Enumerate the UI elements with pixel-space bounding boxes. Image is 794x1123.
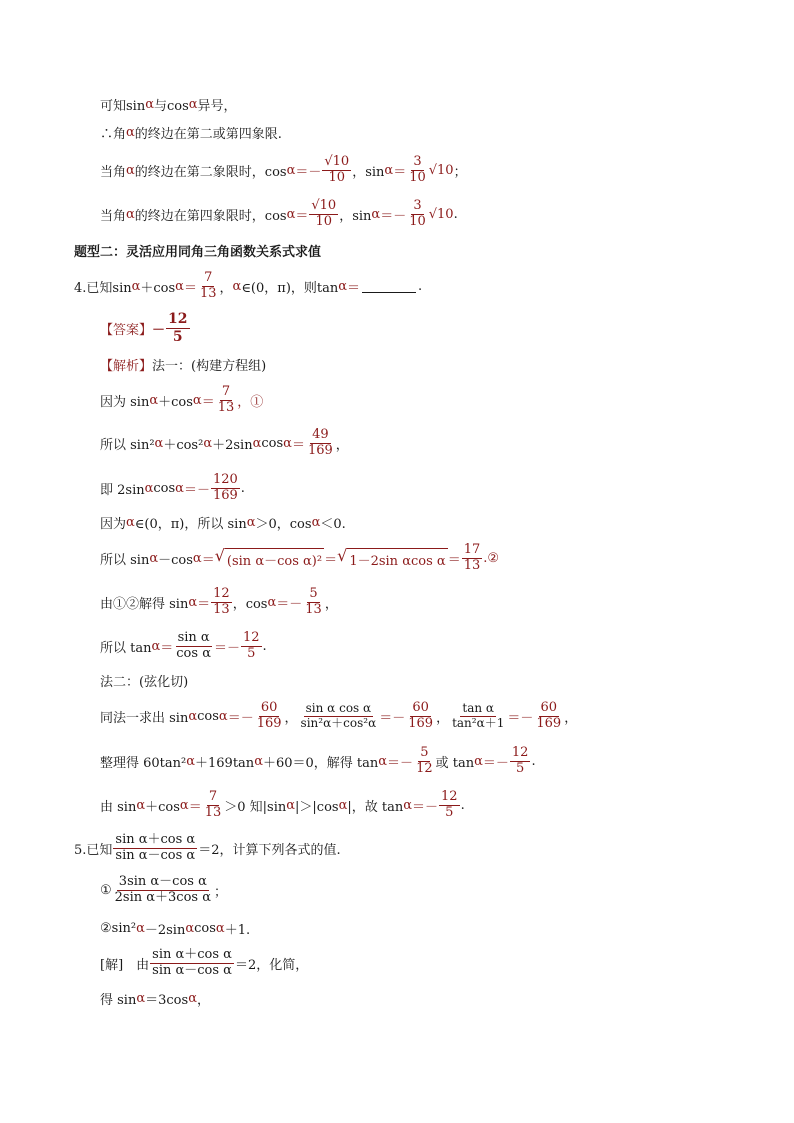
text: ＜0. [320,516,346,532]
solution-line [100,976,210,1020]
operator: ＝－ [227,710,254,726]
text: 整理得 60tan² [100,755,187,771]
text: －2sin [144,922,186,938]
text: ，cos [232,596,268,612]
alpha-symbol: α [403,797,413,813]
fraction [306,428,335,459]
fraction [406,701,435,732]
text: 法一：(构建方程组) [152,358,267,374]
text-line [100,148,467,192]
operator: ＝ [160,640,174,656]
operator: ＝ [291,437,305,453]
numerator: 3 [413,197,422,213]
numerator: 3 [413,153,422,169]
numerator: 120 [212,471,238,487]
fraction [299,702,379,731]
text: cos [261,435,284,451]
text: 1－2sin [349,553,403,569]
fraction [309,199,338,230]
text: 由 sin [100,799,137,815]
numerator: sin α cos α [305,700,372,715]
fraction [113,875,213,906]
alpha-symbol: α [384,162,394,178]
denominator: 5 [172,328,183,345]
numerator: 12 [511,744,529,760]
alpha-symbol: α [151,638,161,654]
numerator: √10 [311,197,337,213]
operator: ＝－ [295,164,322,180]
alpha-symbol: α [149,392,159,408]
alpha-symbol: α [145,96,154,112]
text: . [453,206,458,222]
denominator: 169 [212,487,238,503]
operator: ＝－ [387,755,414,771]
text: 所以 tan [100,640,152,656]
alpha-symbol: α [218,708,228,724]
text: ∴角 [100,126,127,142]
text: ＋1. [224,922,251,938]
alpha-symbol: α [402,553,411,569]
alpha-symbol: α [179,797,189,813]
text: ， [436,710,450,726]
denominator: 13 [305,601,322,617]
alpha-symbol: α [126,162,135,178]
denominator: 5 [516,760,525,776]
text: 即 2sin [100,482,145,498]
text: ＋169tan [195,755,255,771]
operator: ＝ [347,280,361,296]
fraction [241,631,262,662]
text: ＋cos [140,280,176,296]
fraction [439,790,460,821]
text: cos [197,708,219,724]
denominator: 5 [445,804,454,820]
operator: ＝ [295,208,309,224]
alpha-symbol: α [136,920,145,936]
text: ① [100,882,112,898]
alpha-symbol: α [154,435,164,451]
fraction [407,199,428,230]
alpha-symbol: α [136,990,146,1006]
alpha-symbol: α [338,278,348,294]
alpha-symbol: α [192,392,202,408]
alpha-symbol: α [303,553,312,569]
fraction [174,631,213,662]
alpha-symbol: α [215,920,225,936]
denominator: 13 [213,601,230,617]
denominator: 10 [409,169,426,185]
answer-label: 【答案】 [100,322,153,338]
fraction [150,948,234,979]
fraction [450,702,506,731]
section-heading: 题型二：灵活应用同角三角函数关系式求值 [74,244,322,260]
alpha-symbol: α [136,797,146,813]
text: ， [335,437,349,453]
operator: ＝－ [380,208,407,224]
numerator: √10 [324,153,350,169]
text: ＝3cos [145,992,189,1008]
denominator: 169 [307,442,333,458]
alpha-symbol: α [126,206,135,222]
text: 因为 [100,516,127,532]
alpha-symbol: α [286,162,296,178]
text: cos [194,920,216,936]
solution-step [100,580,338,624]
text: 得 sin [100,992,137,1008]
alpha-symbol: α [186,753,196,769]
numerator: 5 [420,744,429,760]
alpha-symbol: α [311,514,321,530]
text: ∈(0，π)，则tan [241,280,339,296]
alpha-symbol: α [203,435,213,451]
text: [解] 由 [100,957,150,973]
text: ＋60＝0，解得 tan [262,755,379,771]
denominator: 169 [536,715,562,731]
operator: ＝－ [379,710,406,726]
numerator: 60 [540,699,558,715]
method-two-label: 法二：(弦化切) [100,674,189,690]
denominator: sin α－cos α [152,962,232,978]
numerator: sin α [177,629,210,645]
alpha-symbol: α [338,797,348,813]
alpha-symbol: α [371,206,381,222]
alpha-symbol: α [286,206,296,222]
text: 可知sin [100,98,146,114]
solution-step [100,421,349,465]
fraction [198,271,219,302]
alpha-symbol: α [149,550,159,566]
numerator: 12 [168,311,188,328]
text: ， [564,710,578,726]
text: ，sin [339,208,372,224]
alpha-symbol: α [192,550,202,566]
denominator: cos α [176,645,211,661]
radicand [347,548,447,569]
operator: ＝ [197,596,211,612]
numerator: 12 [441,788,458,804]
operator: ＝－ [213,640,240,656]
fraction [407,155,428,186]
alpha-symbol: α [255,553,265,569]
operator: ＝－ [412,799,439,815]
fraction [322,155,351,186]
fraction [216,385,237,416]
alpha-symbol: α [246,514,256,530]
radical: √10 [428,162,454,178]
text: . [531,753,536,769]
text: ； [453,164,467,180]
text: .② [483,550,500,566]
alpha-symbol: α [283,435,292,451]
fraction [303,587,324,618]
alpha-symbol: α [188,96,198,112]
text: ＞0 知|sin [224,799,287,815]
text: 所以 sin [100,552,150,568]
text: ， [324,596,338,612]
text: ， [284,710,298,726]
operator: ＝ [201,552,215,568]
text: ＝2，化简， [234,957,309,973]
denominator: sin α－cos α [115,847,196,863]
fraction [534,701,563,732]
alpha-symbol: α [188,594,198,610]
text: 当角 [100,208,127,224]
denominator: 13 [204,804,222,820]
operator: ＝ [188,799,202,815]
operator: ＝－ [183,482,210,498]
solution-step [100,783,465,827]
text: ＋2sin [212,437,253,453]
numerator: 7 [221,383,231,399]
text: |，故 tan [347,799,404,815]
alpha-symbol: α [252,435,262,451]
radical-sign: √ [214,545,225,565]
text: ＋cos² [163,437,204,453]
numerator: 12 [213,585,230,601]
alpha-symbol: α [188,990,197,1006]
text: 所以 sin² [100,437,155,453]
text: (sin [226,553,256,569]
numerator: sin α＋cos α [115,831,196,847]
text: 因为 sin [100,394,150,410]
question-5 [74,826,341,870]
numerator: tan α [462,700,495,715]
sqrt-expression [337,545,448,569]
fraction [414,746,435,777]
numerator: 5 [309,585,318,601]
denominator: 10 [328,169,346,185]
text: . [262,638,267,654]
numerator: 60 [412,699,429,715]
operator: ＝－ [276,596,303,612]
text: ＋cos [158,394,193,410]
answer-blank [362,280,416,293]
alpha-symbol: α [131,278,141,294]
text: ， [196,992,210,1008]
numerator: 3sin α－cos α [118,873,207,889]
fraction [166,311,189,344]
solution-step [100,378,263,422]
alpha-symbol: α [378,753,388,769]
operator: ＝ [183,280,197,296]
radical: √10 [428,206,454,222]
text: ＋cos [145,799,180,815]
denominator: 13 [217,399,235,415]
text: . [240,480,245,496]
analysis-label: 【解析】 [100,358,153,374]
text: －cos [158,552,193,568]
denominator: sin²α＋cos²α [300,715,377,730]
alpha-symbol: α [474,753,483,769]
denominator: 10 [409,213,426,229]
operator: ＝－ [482,755,509,771]
denominator: 2sin α＋3cos α [114,889,212,905]
alpha-symbol: α [286,797,296,813]
solution-step [100,739,536,783]
fraction [211,473,240,504]
text: ∈(0，π)，所以 sin [134,516,247,532]
numerator: 7 [204,269,213,285]
text: cos [153,480,176,496]
text: ，① [237,394,264,410]
numerator: sin α＋cos α [152,946,232,962]
text: 或 tan [435,755,475,771]
fraction [203,790,224,821]
fraction [255,701,284,732]
fraction [113,833,197,864]
operator: ＝ [393,164,407,180]
numerator: 17 [463,541,481,557]
alpha-symbol: α [436,553,446,569]
fraction [510,746,531,777]
alpha-symbol: α [144,480,154,496]
operator: ＝ [447,552,461,568]
sqrt-expression [214,545,324,569]
denominator: 13 [199,285,217,301]
radicand [225,548,324,569]
text: cos [410,553,437,569]
text: 4.已知sin [74,280,132,296]
operator: － [152,322,166,338]
text: －cos [264,553,304,569]
numerator: 49 [312,426,329,442]
alpha-symbol: α [254,753,263,769]
text: . [460,797,465,813]
text: . [418,278,423,294]
numerator: 12 [243,629,260,645]
alpha-symbol: α [175,480,184,496]
denominator: 10 [315,213,333,229]
question-4 [74,264,422,308]
fraction [462,543,483,574]
text: 同法一求出 sin [100,710,189,726]
alpha-symbol: α [126,124,135,140]
denominator: tan²α＋1 [452,715,505,730]
solution-step [100,694,577,738]
alpha-symbol: α [175,278,184,294]
text: ，sin [352,164,385,180]
text: 由①②解得 sin [100,596,189,612]
denominator: 169 [408,715,434,731]
denominator: 5 [247,645,256,661]
denominator: 12 [416,760,433,776]
text: 与cos [153,98,189,114]
alpha-symbol: α [267,594,277,610]
text: |＞|cos [295,799,339,815]
operator: ＝－ [507,710,534,726]
alpha-symbol: α [126,514,135,530]
operator: ＝ [324,552,338,568]
text: ， [219,280,233,296]
text: 的终边在第四象限时，cos [134,208,287,224]
text: ②sin² [100,920,137,936]
alpha-symbol: α [232,278,242,294]
text: ； [214,884,228,900]
alpha-symbol: α [185,920,195,936]
denominator: 169 [256,715,282,731]
text: 的终边在第二象限时，cos [134,164,287,180]
text: 异号， [197,98,237,114]
text: 当角 [100,164,127,180]
numerator: 7 [208,788,218,804]
operator: ＝ [201,394,215,410]
text: ＝2，计算下列各式的值. [198,842,341,858]
denominator: 13 [463,557,481,573]
solution-step [100,536,499,580]
fraction [211,587,232,618]
text: 5.已知 [74,842,113,858]
alpha-symbol: α [188,708,198,724]
text: ＞0，cos [255,516,312,532]
numerator: 60 [260,699,278,715]
radical-sign: √ [337,545,348,565]
text: 的终边在第二或第四象限. [134,126,282,142]
text: )² [311,553,323,569]
